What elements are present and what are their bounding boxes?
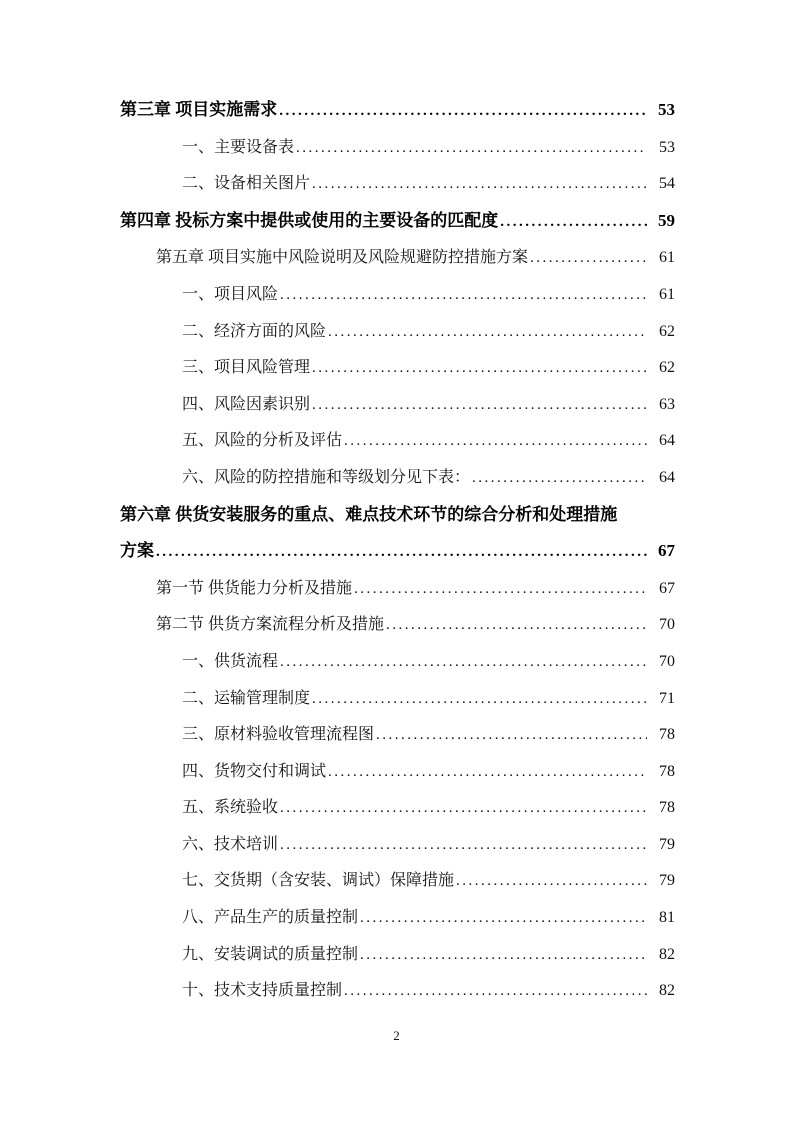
toc-entry[interactable] (120, 754, 675, 791)
toc-page-number: 62 (659, 359, 675, 377)
toc-entry[interactable] (120, 460, 675, 497)
dot-leader (280, 790, 647, 827)
dot-leader (344, 973, 647, 1010)
dot-leader (312, 350, 647, 387)
toc-entry-title: 第一节 供货能力分析及措施 (156, 579, 353, 597)
toc-entry[interactable] (120, 350, 675, 387)
toc-entry-title: 五、系统验收 (182, 799, 279, 817)
dot-leader (280, 277, 647, 314)
toc-page-number: 78 (659, 726, 675, 744)
toc-entry[interactable] (120, 681, 675, 718)
dot-leader (456, 863, 647, 900)
toc-entry[interactable] (120, 717, 675, 754)
toc-entry-title: 二、运输管理制度 (182, 689, 311, 707)
dot-leader (296, 130, 647, 167)
dot-leader (280, 644, 647, 681)
toc-entry[interactable] (120, 203, 675, 241)
dot-leader (530, 240, 647, 277)
toc-entry[interactable] (120, 790, 675, 827)
dot-leader (344, 423, 647, 460)
toc-entry[interactable] (120, 423, 675, 460)
toc-entry[interactable] (120, 863, 675, 900)
toc-entry[interactable] (120, 240, 675, 277)
dot-leader (280, 827, 647, 864)
toc-page-number: 61 (659, 249, 675, 267)
toc-entry-title: 七、交货期（含安装、调试）保障措施 (182, 872, 455, 890)
toc-entry-title: 一、项目风险 (182, 285, 279, 303)
toc-entry-title: 第五章 项目实施中风险说明及风险规避防控措施方案 (156, 249, 529, 267)
toc-entry[interactable] (120, 533, 675, 571)
toc-entry[interactable] (120, 314, 675, 351)
toc-entry-title: 第二节 供货方案流程分析及措施 (156, 616, 385, 634)
toc-entry-title: 二、经济方面的风险 (182, 322, 327, 340)
toc-entry[interactable] (120, 166, 675, 203)
dot-leader (312, 387, 647, 424)
toc-entry-title: 九、安装调试的质量控制 (182, 945, 359, 963)
dot-leader (386, 607, 647, 644)
toc-entry-title: 一、主要设备表 (182, 138, 295, 156)
toc-entry[interactable] (120, 937, 675, 974)
toc-page-number: 53 (659, 138, 675, 156)
toc-page-number: 59 (658, 210, 675, 230)
toc-page-number: 70 (659, 616, 675, 634)
toc-entry-title: 一、供货流程 (182, 652, 279, 670)
toc-page-number: 67 (659, 579, 675, 597)
toc-page-number: 67 (658, 541, 675, 561)
toc-entry-title: 第六章 供货安装服务的重点、难点技术环节的综合分析和处理措施 (120, 504, 618, 524)
toc-entry-title: 四、风险因素识别 (182, 395, 311, 413)
toc-page-number: 81 (659, 909, 675, 927)
toc-list (120, 92, 675, 1010)
toc-entry[interactable] (120, 900, 675, 937)
toc-entry[interactable] (120, 387, 675, 424)
dot-leader (472, 460, 647, 497)
toc-entry-title: 第四章 投标方案中提供或使用的主要设备的匹配度 (120, 210, 499, 230)
toc-entry[interactable] (120, 607, 675, 644)
toc-entry-title: 方案 (120, 541, 154, 561)
toc-entry-title: 六、技术培训 (182, 835, 279, 853)
toc-entry-title: 八、产品生产的质量控制 (182, 909, 359, 927)
dot-leader (360, 937, 647, 974)
toc-page-number: 64 (659, 432, 675, 450)
dot-leader (312, 681, 647, 718)
dot-leader (279, 92, 647, 130)
footer-page-number: 2 (393, 1028, 400, 1043)
toc-entry-title: 二、设备相关图片 (182, 175, 311, 193)
dot-leader (328, 314, 647, 351)
toc-page-number: 78 (659, 762, 675, 780)
dot-leader (312, 166, 647, 203)
toc-page-number: 63 (659, 395, 675, 413)
toc-page-number: 70 (659, 652, 675, 670)
dot-leader (354, 571, 647, 608)
toc-entry-title: 五、风险的分析及评估 (182, 432, 343, 450)
toc-entry[interactable] (120, 277, 675, 314)
toc-page-number: 61 (659, 285, 675, 303)
toc-page-number: 53 (658, 100, 675, 119)
toc-entry-title: 六、风险的防控措施和等级划分见下表： (182, 468, 471, 486)
toc-entry-title: 第三章 项目实施需求 (120, 100, 278, 119)
toc-entry-title: 三、项目风险管理 (182, 359, 311, 377)
toc-entry[interactable] (120, 497, 675, 534)
dot-leader (500, 203, 647, 241)
dot-leader (376, 717, 647, 754)
toc-entry-title: 四、货物交付和调试 (182, 762, 327, 780)
toc-page-number: 82 (659, 945, 675, 963)
toc-entry[interactable] (120, 827, 675, 864)
toc-page-number: 62 (659, 322, 675, 340)
toc-page-number: 79 (659, 835, 675, 853)
toc-page-number: 54 (659, 175, 675, 193)
toc-page-number: 79 (659, 872, 675, 890)
toc-entry[interactable] (120, 92, 675, 130)
toc-page-number: 64 (659, 468, 675, 486)
toc-page-number: 82 (659, 982, 675, 1000)
toc-page-number: 78 (659, 799, 675, 817)
dot-leader (328, 754, 647, 791)
toc-entry[interactable] (120, 644, 675, 681)
toc-entry-title: 十、技术支持质量控制 (182, 982, 343, 1000)
dot-leader (360, 900, 647, 937)
toc-entry-title: 三、原材料验收管理流程图 (182, 726, 375, 744)
dot-leader (156, 533, 647, 571)
toc-entry[interactable] (120, 973, 675, 1010)
toc-entry[interactable] (120, 130, 675, 167)
toc-page-number: 71 (659, 689, 675, 707)
toc-entry[interactable] (120, 571, 675, 608)
